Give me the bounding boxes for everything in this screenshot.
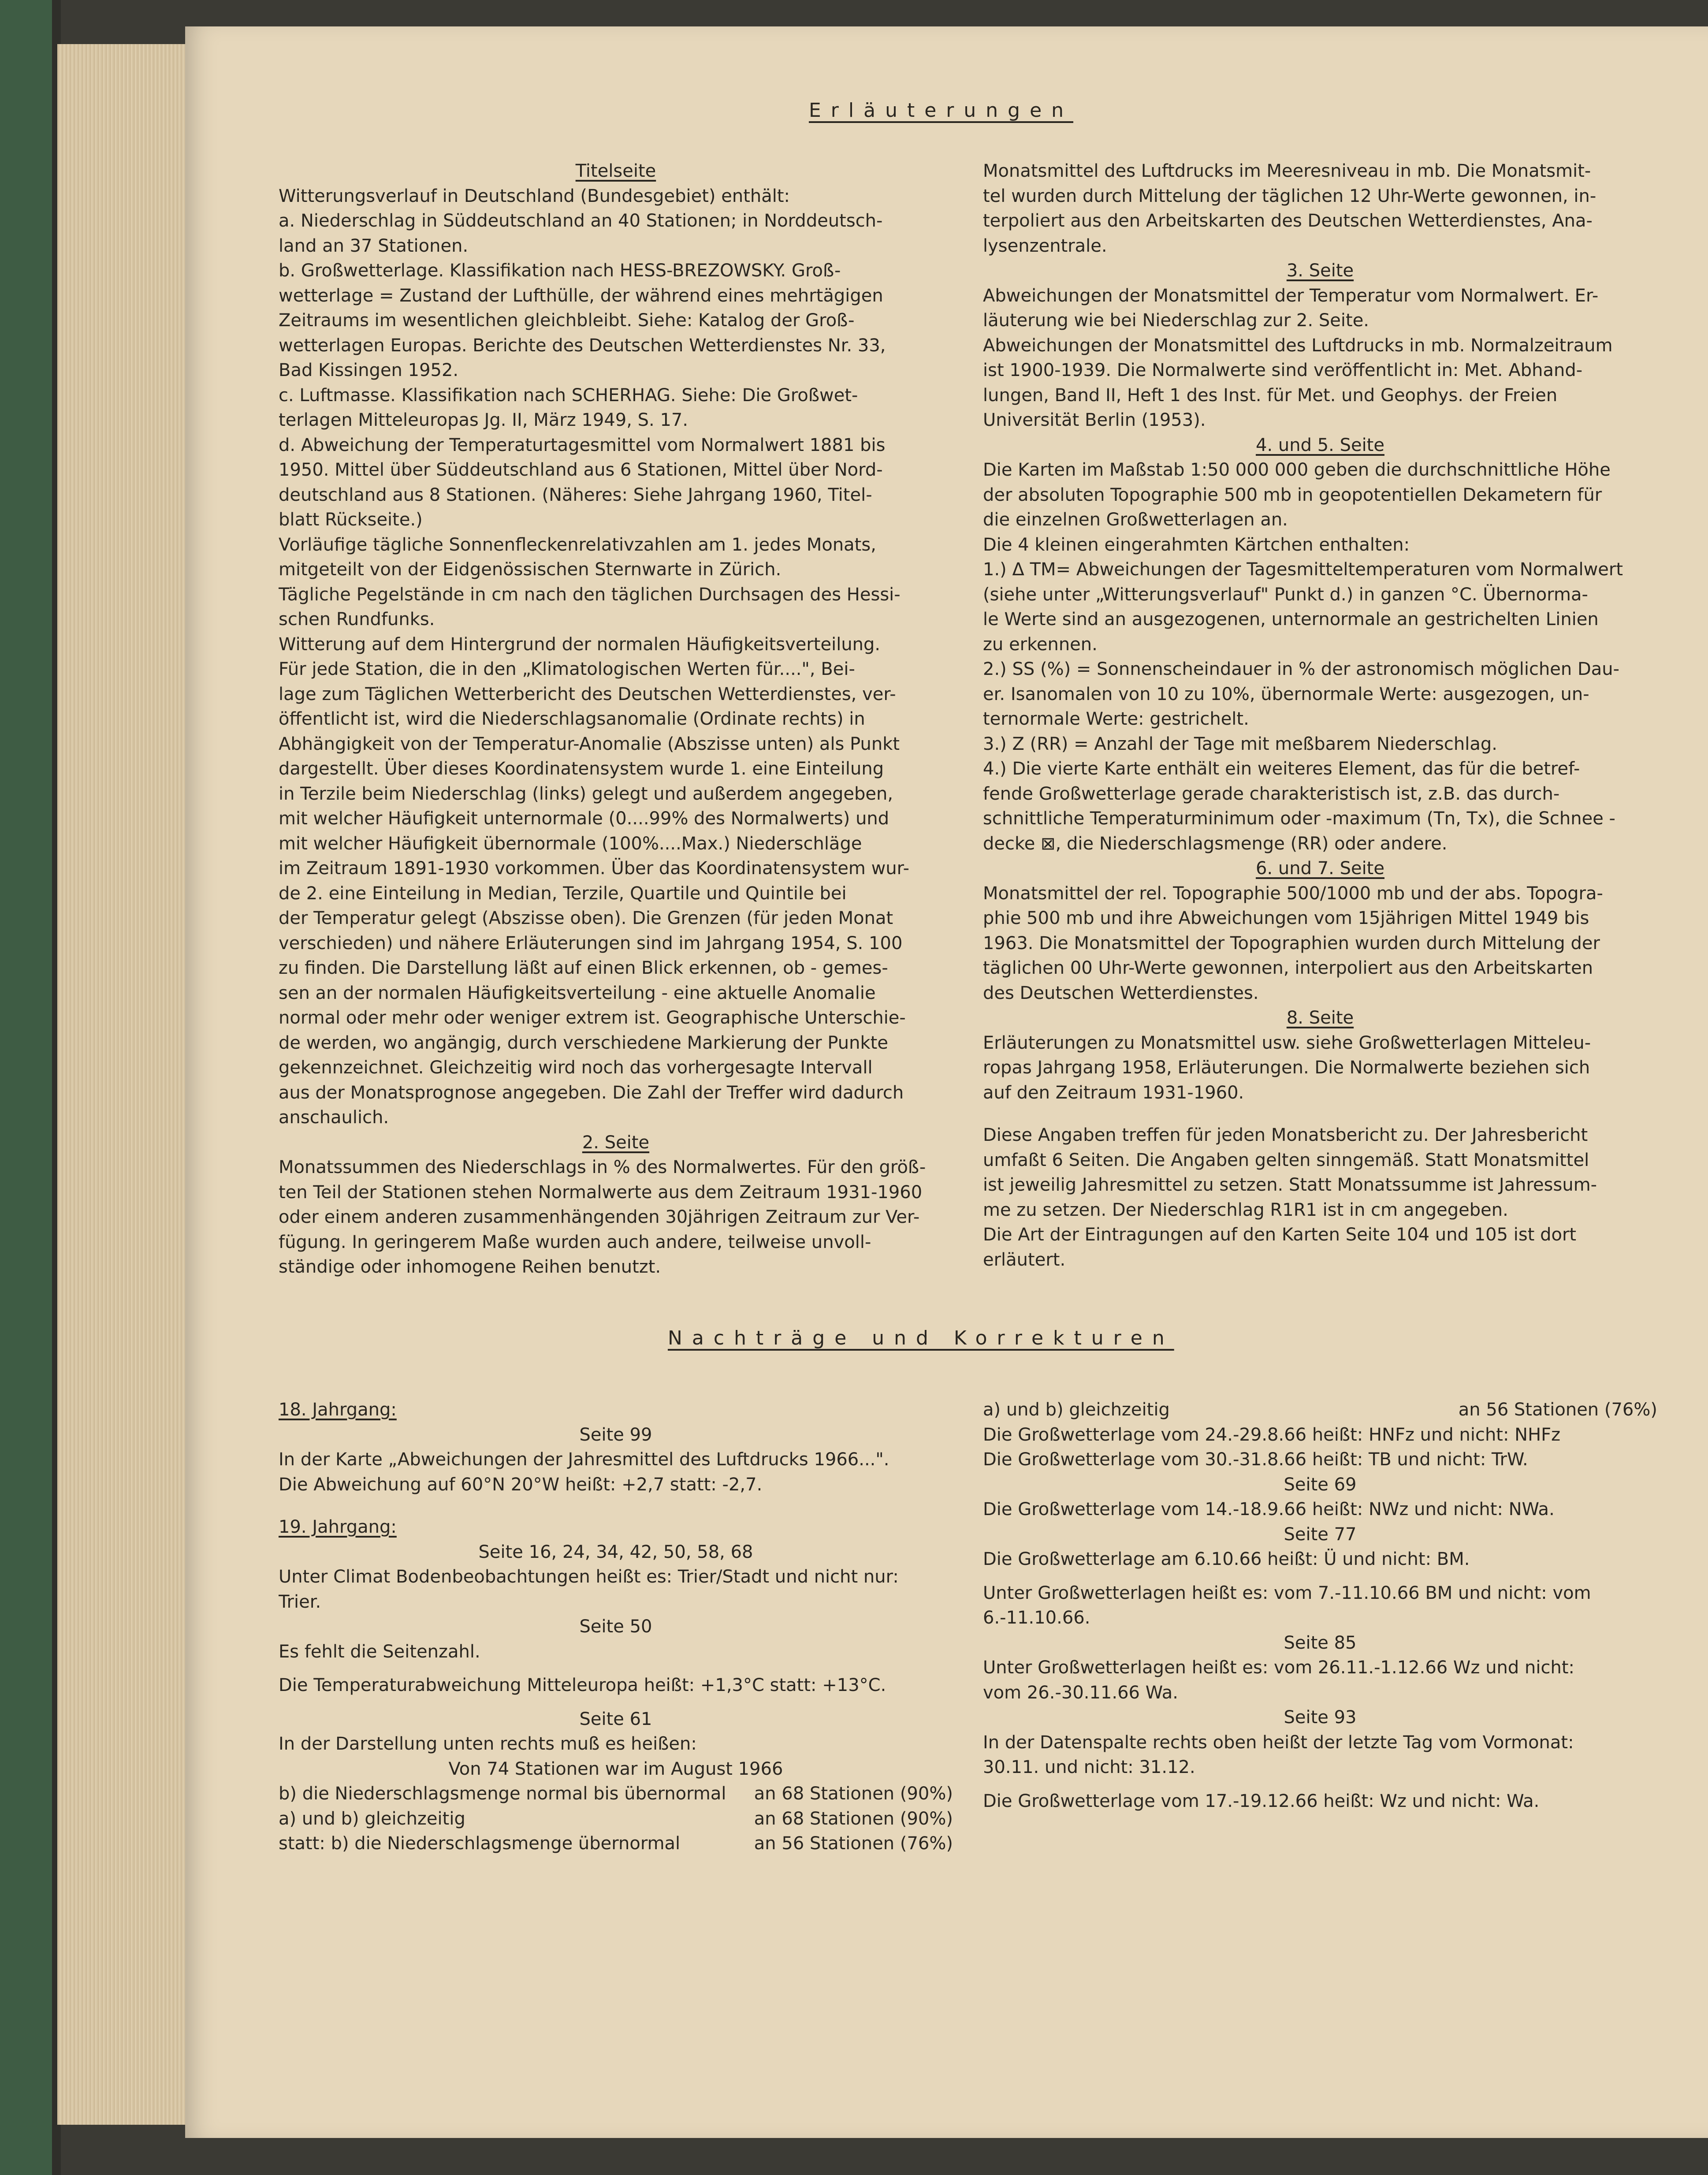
- correction-row: [983, 1397, 1657, 1423]
- text-line: le Werte sind an ausgezogenen, unternormale an gestrichelten Linien: [983, 609, 1599, 629]
- correction-line: [279, 1564, 953, 1590]
- right-text-line: [983, 956, 1657, 981]
- text-line: de 2. eine Einteilung in Median, Terzile, Quartile und Quintile bei: [279, 883, 847, 904]
- spacer: [983, 1780, 1657, 1789]
- spacer: [279, 1497, 953, 1515]
- text-line: Seite 50: [579, 1616, 652, 1637]
- left-text-line: [279, 906, 953, 931]
- correction-row: [279, 1781, 953, 1806]
- row-value: an 68 Stationen (90%): [754, 1784, 953, 1804]
- left-text-line: [279, 1105, 953, 1130]
- left-text-line: [279, 283, 953, 309]
- section-heading: [983, 1006, 1657, 1031]
- page-header-title: Erläuterungen: [809, 99, 1074, 122]
- text-line: der absoluten Topographie 500 mb in geopotentiellen Dekametern für: [983, 484, 1602, 505]
- text-line: 1.) Δ TM= Abweichungen der Tagesmitteltemperaturen vom Normalwert: [983, 559, 1623, 580]
- right-text-line: [983, 458, 1657, 483]
- text-line: des Deutschen Wetterdienstes.: [983, 983, 1259, 1003]
- correction-row: [279, 1831, 953, 1856]
- section-heading: [983, 433, 1657, 458]
- left-text-line: [279, 657, 953, 682]
- right-text-line: [983, 283, 1657, 309]
- text-line: 4. und 5. Seite: [1256, 435, 1384, 455]
- text-line: 3.) Z (RR) = Anzahl der Tage mit meßbarem Niederschlag.: [983, 734, 1497, 754]
- text-line: 6.-11.10.66.: [983, 1608, 1090, 1628]
- text-line: die einzelnen Großwetterlagen an.: [983, 510, 1288, 530]
- row-label: a) und b) gleichzeitig: [983, 1400, 1170, 1420]
- left-text-line: [279, 931, 953, 956]
- right-column-explanations: [983, 159, 1657, 1272]
- left-text-line: [279, 209, 953, 234]
- right-text-line: [983, 383, 1657, 408]
- right-text-line: [983, 756, 1657, 782]
- correction-line: [983, 1655, 1657, 1680]
- text-line: wetterlagen Europas. Berichte des Deutschen Wetterdienstes Nr. 33,: [279, 335, 886, 356]
- right-text-line: [983, 1198, 1657, 1223]
- corrections-right-column: [983, 1397, 1657, 1814]
- text-line: Seite 61: [579, 1709, 652, 1729]
- text-line: Universität Berlin (1953).: [983, 410, 1206, 430]
- text-line: c. Luftmasse. Klassifikation nach SCHERHAG. Siehe: Die Großwet-: [279, 385, 858, 406]
- text-line: Bad Kissingen 1952.: [279, 360, 459, 380]
- left-text-line: [279, 507, 953, 533]
- text-line: Monatssummen des Niederschlags in % des Normalwertes. Für den größ-: [279, 1157, 926, 1177]
- text-line: Titelseite: [575, 161, 656, 181]
- text-line: Zeitraums im wesentlichen gleichbleibt. Siehe: Katalog der Groß-: [279, 310, 855, 331]
- left-text-line: [279, 707, 953, 732]
- text-line: Seite 85: [1284, 1632, 1357, 1653]
- text-line: mit welcher Häufigkeit unternormale (0....99% des Normalwerts) und: [279, 808, 889, 829]
- right-text-line: [983, 1123, 1657, 1148]
- text-line: auf den Zeitraum 1931-1960.: [983, 1082, 1244, 1103]
- text-line: Die Karten im Maßstab 1:50 000 000 geben die durchschnittliche Höhe: [983, 460, 1611, 480]
- text-line: dargestellt. Über dieses Koordinatensystem wurde 1. eine Einteilung: [279, 759, 884, 779]
- text-line: anschaulich.: [279, 1107, 389, 1128]
- text-line: Die Großwetterlage vom 30.-31.8.66 heißt: TB und nicht: TrW.: [983, 1449, 1528, 1470]
- right-text-line: [983, 732, 1657, 757]
- text-line: Vorläufige tägliche Sonnenfleckenrelativzahlen am 1. jedes Monats,: [279, 534, 876, 555]
- text-line: fügung. In geringerem Maße wurden auch andere, teilweise unvoll-: [279, 1232, 871, 1252]
- right-text-line: [983, 782, 1657, 807]
- left-text-line: [279, 408, 953, 433]
- text-line: ständige oder inhomogene Reihen benutzt.: [279, 1257, 661, 1277]
- left-text-line: [279, 333, 953, 358]
- correction-line: [983, 1581, 1657, 1606]
- text-line: in Terzile beim Niederschlag (links) gelegt und außerdem angegeben,: [279, 783, 893, 804]
- right-text-line: [983, 1031, 1657, 1056]
- left-text-line: [279, 1205, 953, 1230]
- section-heading: [279, 1423, 953, 1448]
- text-line: schen Rundfunks.: [279, 609, 435, 629]
- text-line: Seite 93: [1284, 1707, 1357, 1728]
- document-page: [185, 26, 1708, 2138]
- text-line: 19. Jahrgang:: [279, 1517, 397, 1537]
- left-text-line: [279, 732, 953, 757]
- correction-line: [983, 1730, 1657, 1755]
- left-text-line: [279, 582, 953, 607]
- text-line: In der Datenspalte rechts oben heißt der letzte Tag vom Vormonat:: [983, 1732, 1574, 1753]
- text-line: Seite 99: [579, 1424, 652, 1445]
- text-line: Die Abweichung auf 60°N 20°W heißt: +2,7 statt: -2,7.: [279, 1474, 763, 1495]
- right-text-line: [983, 1173, 1657, 1198]
- text-line: Seite 16, 24, 34, 42, 50, 58, 68: [478, 1542, 753, 1562]
- text-line: mitgeteilt von der Eidgenössischen Sternwarte in Zürich.: [279, 559, 781, 580]
- right-text-line: [983, 831, 1657, 857]
- right-text-line: [983, 408, 1657, 433]
- text-line: lungen, Band II, Heft 1 des Inst. für Met. und Geophys. der Freien: [983, 385, 1558, 406]
- text-line: lage zum Täglichen Wetterbericht des Deutschen Wetterdienstes, ver-: [279, 684, 896, 704]
- correction-line: [279, 1639, 953, 1665]
- right-text-line: [983, 159, 1657, 184]
- right-text-line: [983, 632, 1657, 657]
- left-text-line: [279, 1055, 953, 1080]
- right-text-line: [983, 1055, 1657, 1080]
- right-text-line: [983, 881, 1657, 906]
- text-line: fende Großwetterlage gerade charakteristisch ist, z.B. das durch-: [983, 783, 1560, 804]
- right-text-line: [983, 507, 1657, 533]
- left-text-line: [279, 1031, 953, 1056]
- text-line: öffentlicht ist, wird die Niederschlagsanomalie (Ordinate rechts) in: [279, 709, 865, 729]
- text-line: 1950. Mittel über Süddeutschland aus 6 Stationen, Mittel über Nord-: [279, 460, 883, 480]
- left-text-line: [279, 956, 953, 981]
- right-text-line: [983, 682, 1657, 707]
- text-line: Für jede Station, die in den „Klimatologischen Werten für....", Bei-: [279, 659, 855, 679]
- text-line: 30.11. und nicht: 31.12.: [983, 1757, 1195, 1777]
- correction-line: [279, 1590, 953, 1615]
- right-text-line: [983, 557, 1657, 582]
- text-line: Die Großwetterlage vom 17.-19.12.66 heißt: Wz und nicht: Wa.: [983, 1791, 1540, 1811]
- section-heading: [983, 856, 1657, 881]
- section-heading: [279, 1614, 953, 1639]
- right-text-line: [983, 308, 1657, 333]
- text-line: blatt Rückseite.): [279, 510, 423, 530]
- text-line: Unter Großwetterlagen heißt es: vom 7.-11.10.66 BM und nicht: vom: [983, 1583, 1591, 1603]
- right-text-line: [983, 234, 1657, 259]
- corrections-section-title: Nachträge und Korrekturen: [668, 1327, 1174, 1349]
- text-line: b. Großwetterlage. Klassifikation nach HESS-BREZOWSKY. Groß-: [279, 261, 841, 281]
- right-text-line: [983, 707, 1657, 732]
- text-line: Tägliche Pegelstände in cm nach den täglichen Durchsagen des Hessi-: [279, 584, 901, 605]
- text-line: a. Niederschlag in Süddeutschland an 40 Stationen; in Norddeutsch-: [279, 211, 883, 231]
- right-text-line: [983, 1080, 1657, 1106]
- text-line: Witterung auf dem Hintergrund der normalen Häufigkeitsverteilung.: [279, 634, 881, 655]
- left-text-line: [279, 682, 953, 707]
- right-text-line: [983, 533, 1657, 558]
- right-text-line: [983, 358, 1657, 383]
- text-line: verschieden) und nähere Erläuterungen sind im Jahrgang 1954, S. 100: [279, 933, 903, 953]
- left-text-line: [279, 1255, 953, 1280]
- left-text-line: [279, 806, 953, 831]
- text-line: täglichen 00 Uhr-Werte gewonnen, interpoliert aus den Arbeitskarten: [983, 958, 1593, 978]
- text-line: Seite 69: [1284, 1474, 1357, 1495]
- text-line: umfaßt 6 Seiten. Die Angaben gelten sinngemäß. Statt Monatsmittel: [983, 1150, 1589, 1170]
- text-line: de werden, wo angängig, durch verschiedene Markierung der Punkte: [279, 1032, 888, 1053]
- correction-line: [279, 1515, 953, 1540]
- text-line: oder einem anderen zusammenhängenden 30jährigen Zeitraum zur Ver-: [279, 1207, 920, 1227]
- spacer: [279, 1664, 953, 1673]
- text-line: Unter Großwetterlagen heißt es: vom 26.11.-1.12.66 Wz und nicht:: [983, 1657, 1574, 1678]
- left-text-line: [279, 856, 953, 881]
- section-heading: [983, 258, 1657, 283]
- text-line: Von 74 Stationen war im August 1966: [448, 1758, 783, 1779]
- text-line: vom 26.-30.11.66 Wa.: [983, 1682, 1178, 1703]
- left-text-line: [279, 358, 953, 383]
- row-label: b) die Niederschlagsmenge normal bis übernormal: [279, 1784, 726, 1804]
- right-text-line: [983, 981, 1657, 1006]
- section-heading: [983, 1705, 1657, 1730]
- right-text-line: [983, 931, 1657, 956]
- text-line: ropas Jahrgang 1958, Erläuterungen. Die Normalwerte beziehen sich: [983, 1058, 1590, 1078]
- text-line: phie 500 mb und ihre Abweichungen vom 15jährigen Mittel 1949 bis: [983, 908, 1589, 928]
- text-line: Die Großwetterlage vom 14.-18.9.66 heißt: NWz und nicht: NWa.: [983, 1499, 1555, 1520]
- text-line: zu finden. Die Darstellung läßt auf einen Blick erkennen, ob - gemes-: [279, 958, 888, 978]
- text-line: lysenzentrale.: [983, 235, 1107, 256]
- row-value: an 56 Stationen (76%): [1458, 1400, 1657, 1420]
- left-column-explanations: [279, 159, 953, 1280]
- text-line: terpoliert aus den Arbeitskarten des Deutschen Wetterdienstes, Ana-: [983, 211, 1593, 231]
- left-text-line: [279, 1080, 953, 1106]
- corrections-left-column: [279, 1397, 953, 1856]
- correction-line: [983, 1423, 1657, 1448]
- left-text-line: [279, 831, 953, 857]
- right-text-line: [983, 1248, 1657, 1273]
- text-line: Seite 77: [1284, 1524, 1357, 1545]
- left-text-line: [279, 981, 953, 1006]
- text-line: Es fehlt die Seitenzahl.: [279, 1641, 480, 1662]
- text-line: In der Karte „Abweichungen der Jahresmittel des Luftdrucks 1966...".: [279, 1449, 889, 1470]
- right-text-line: [983, 906, 1657, 931]
- text-line: im Zeitraum 1891-1930 vorkommen. Über das Koordinatensystem wur-: [279, 858, 909, 879]
- right-text-line: [983, 657, 1657, 682]
- text-line: tel wurden durch Mittelung der täglichen 12 Uhr-Werte gewonnen, in-: [983, 186, 1596, 206]
- text-line: terlagen Mitteleuropas Jg. II, März 1949, S. 17.: [279, 410, 688, 430]
- section-heading: [279, 1540, 953, 1565]
- text-line: Die Großwetterlage vom 24.-29.8.66 heißt: HNFz und nicht: NHFz: [983, 1424, 1561, 1445]
- text-line: 4.) Die vierte Karte enthält ein weiteres Element, das für die betref-: [983, 759, 1580, 779]
- correction-line: [983, 1755, 1657, 1780]
- right-text-line: [983, 1222, 1657, 1248]
- text-line: 2. Seite: [582, 1132, 650, 1153]
- text-line: mit welcher Häufigkeit übernormale (100%....Max.) Niederschläge: [279, 833, 862, 854]
- text-line: Monatsmittel des Luftdrucks im Meeresniveau in mb. Die Monatsmit-: [983, 161, 1591, 181]
- text-line: erläutert.: [983, 1249, 1066, 1270]
- correction-line: [279, 1732, 953, 1757]
- right-text-line: [983, 184, 1657, 209]
- text-line: 8. Seite: [1286, 1008, 1354, 1028]
- left-text-line: [279, 1230, 953, 1255]
- left-text-line: [279, 308, 953, 333]
- left-text-line: [279, 433, 953, 458]
- row-label: a) und b) gleichzeitig: [279, 1808, 465, 1829]
- left-text-line: [279, 756, 953, 782]
- correction-line: [983, 1447, 1657, 1472]
- text-line: der Temperatur gelegt (Abszisse oben). Die Grenzen (für jeden Monat: [279, 908, 893, 928]
- correction-line: [279, 1447, 953, 1472]
- row-label: statt: b) die Niederschlagsmenge übernormal: [279, 1833, 681, 1854]
- text-line: Trier.: [279, 1591, 321, 1612]
- correction-line: [279, 1673, 953, 1698]
- text-line: läuterung wie bei Niederschlag zur 2. Seite.: [983, 310, 1369, 331]
- left-text-line: [279, 258, 953, 283]
- right-text-line: [983, 209, 1657, 234]
- left-text-line: [279, 533, 953, 558]
- text-line: er. Isanomalen von 10 zu 10%, übernormale Werte: ausgezogen, un-: [983, 684, 1589, 704]
- left-text-line: [279, 782, 953, 807]
- text-line: Die Art der Eintragungen auf den Karten Seite 104 und 105 ist dort: [983, 1225, 1577, 1245]
- text-line: decke ⊠, die Niederschlagsmenge (RR) oder andere.: [983, 833, 1448, 854]
- text-line: ist jeweilig Jahresmittel zu setzen. Statt Monatssumme ist Jahressum-: [983, 1175, 1597, 1195]
- text-line: Abhängigkeit von der Temperatur-Anomalie (Abszisse unten) als Punkt: [279, 734, 900, 754]
- left-text-line: [279, 184, 953, 209]
- spacer: [983, 1105, 1657, 1123]
- left-text-line: [279, 1006, 953, 1031]
- text-line: aus der Monatsprognose angegeben. Die Zahl der Treffer wird dadurch: [279, 1082, 904, 1103]
- left-text-line: [279, 607, 953, 632]
- text-line: Unter Climat Bodenbeobachtungen heißt es: Trier/Stadt und nicht nur:: [279, 1567, 899, 1587]
- left-text-line: [279, 383, 953, 408]
- left-text-line: [279, 881, 953, 906]
- right-text-line: [983, 1148, 1657, 1173]
- right-text-line: [983, 483, 1657, 508]
- text-line: zu erkennen.: [983, 634, 1098, 655]
- row-value: an 56 Stationen (76%): [754, 1833, 953, 1854]
- text-line: schnittliche Temperaturminimum oder -maximum (Tn, Tx), die Schnee -: [983, 808, 1615, 829]
- text-line: deutschland aus 8 Stationen. (Näheres: Siehe Jahrgang 1960, Titel-: [279, 484, 872, 505]
- text-line: Diese Angaben treffen für jeden Monatsbericht zu. Der Jahresbericht: [983, 1125, 1588, 1145]
- right-text-line: [983, 333, 1657, 358]
- text-line: Abweichungen der Monatsmittel der Temperatur vom Normalwert. Er-: [983, 285, 1599, 306]
- text-line: 2.) SS (%) = Sonnenscheindauer in % der astronomisch möglichen Dau-: [983, 659, 1620, 679]
- text-line: me zu setzen. Der Niederschlag R1R1 ist in cm angegeben.: [983, 1199, 1508, 1220]
- correction-line: [279, 1472, 953, 1497]
- text-line: 6. und 7. Seite: [1256, 858, 1384, 879]
- text-line: Die Temperaturabweichung Mitteleuropa heißt: +1,3°C statt: +13°C.: [279, 1675, 886, 1695]
- page-stack-edges: [57, 44, 190, 2125]
- section-heading: [983, 1631, 1657, 1656]
- text-line: Abweichungen der Monatsmittel des Luftdrucks in mb. Normalzeitraum: [983, 335, 1613, 356]
- left-text-line: [279, 557, 953, 582]
- section-heading: [279, 1130, 953, 1155]
- text-line: d. Abweichung der Temperaturtagesmittel vom Normalwert 1881 bis: [279, 435, 886, 455]
- text-line: sen an der normalen Häufigkeitsverteilung - eine aktuelle Anomalie: [279, 983, 876, 1003]
- right-text-line: [983, 607, 1657, 632]
- right-text-line: [983, 582, 1657, 607]
- book-cover: [0, 0, 52, 2175]
- section-heading: [279, 1707, 953, 1732]
- correction-line: [983, 1497, 1657, 1522]
- text-line: 1963. Die Monatsmittel der Topographien wurden durch Mittelung der: [983, 933, 1600, 953]
- text-line: ist 1900-1939. Die Normalwerte sind veröffentlicht in: Met. Abhand-: [983, 360, 1583, 380]
- section-heading: [983, 1522, 1657, 1547]
- row-value: an 68 Stationen (90%): [754, 1808, 953, 1829]
- text-line: gekennzeichnet. Gleichzeitig wird noch das vorhergesagte Intervall: [279, 1058, 873, 1078]
- text-line: land an 37 Stationen.: [279, 235, 469, 256]
- left-text-line: [279, 632, 953, 657]
- text-line: wetterlage = Zustand der Lufthülle, der während eines mehrtägigen: [279, 285, 883, 306]
- correction-row: [279, 1806, 953, 1832]
- right-text-line: [983, 806, 1657, 831]
- section-heading: [279, 159, 953, 184]
- left-text-line: [279, 234, 953, 259]
- text-line: In der Darstellung unten rechts muß es heißen:: [279, 1734, 697, 1754]
- spacer: [983, 1572, 1657, 1581]
- left-text-line: [279, 1155, 953, 1180]
- correction-line: [983, 1680, 1657, 1706]
- text-line: Monatsmittel der rel. Topographie 500/1000 mb und der abs. Topogra-: [983, 883, 1603, 904]
- text-line: ternormale Werte: gestrichelt.: [983, 709, 1249, 729]
- correction-line: [983, 1605, 1657, 1631]
- text-line: Witterungsverlauf in Deutschland (Bundesgebiet) enthält:: [279, 186, 790, 206]
- left-text-line: [279, 458, 953, 483]
- correction-line: [983, 1547, 1657, 1572]
- text-line: 18. Jahrgang:: [279, 1400, 397, 1420]
- text-line: 3. Seite: [1286, 261, 1354, 281]
- spacer: [279, 1698, 953, 1707]
- correction-line: [279, 1397, 953, 1423]
- section-heading: [983, 1472, 1657, 1497]
- section-heading: [279, 1757, 953, 1782]
- left-text-line: [279, 483, 953, 508]
- left-text-line: [279, 1180, 953, 1205]
- text-line: Die 4 kleinen eingerahmten Kärtchen enthalten:: [983, 534, 1410, 555]
- text-line: Erläuterungen zu Monatsmittel usw. siehe Großwetterlagen Mitteleu-: [983, 1032, 1591, 1053]
- text-line: ten Teil der Stationen stehen Normalwerte aus dem Zeitraum 1931-1960: [279, 1182, 923, 1203]
- text-line: Die Großwetterlage am 6.10.66 heißt: Ü und nicht: BM.: [983, 1549, 1470, 1569]
- text-line: normal oder mehr oder weniger extrem ist. Geographische Unterschie-: [279, 1008, 906, 1028]
- correction-line: [983, 1789, 1657, 1814]
- text-line: (siehe unter „Witterungsverlauf" Punkt d.) in ganzen °C. Übernorma-: [983, 584, 1588, 605]
